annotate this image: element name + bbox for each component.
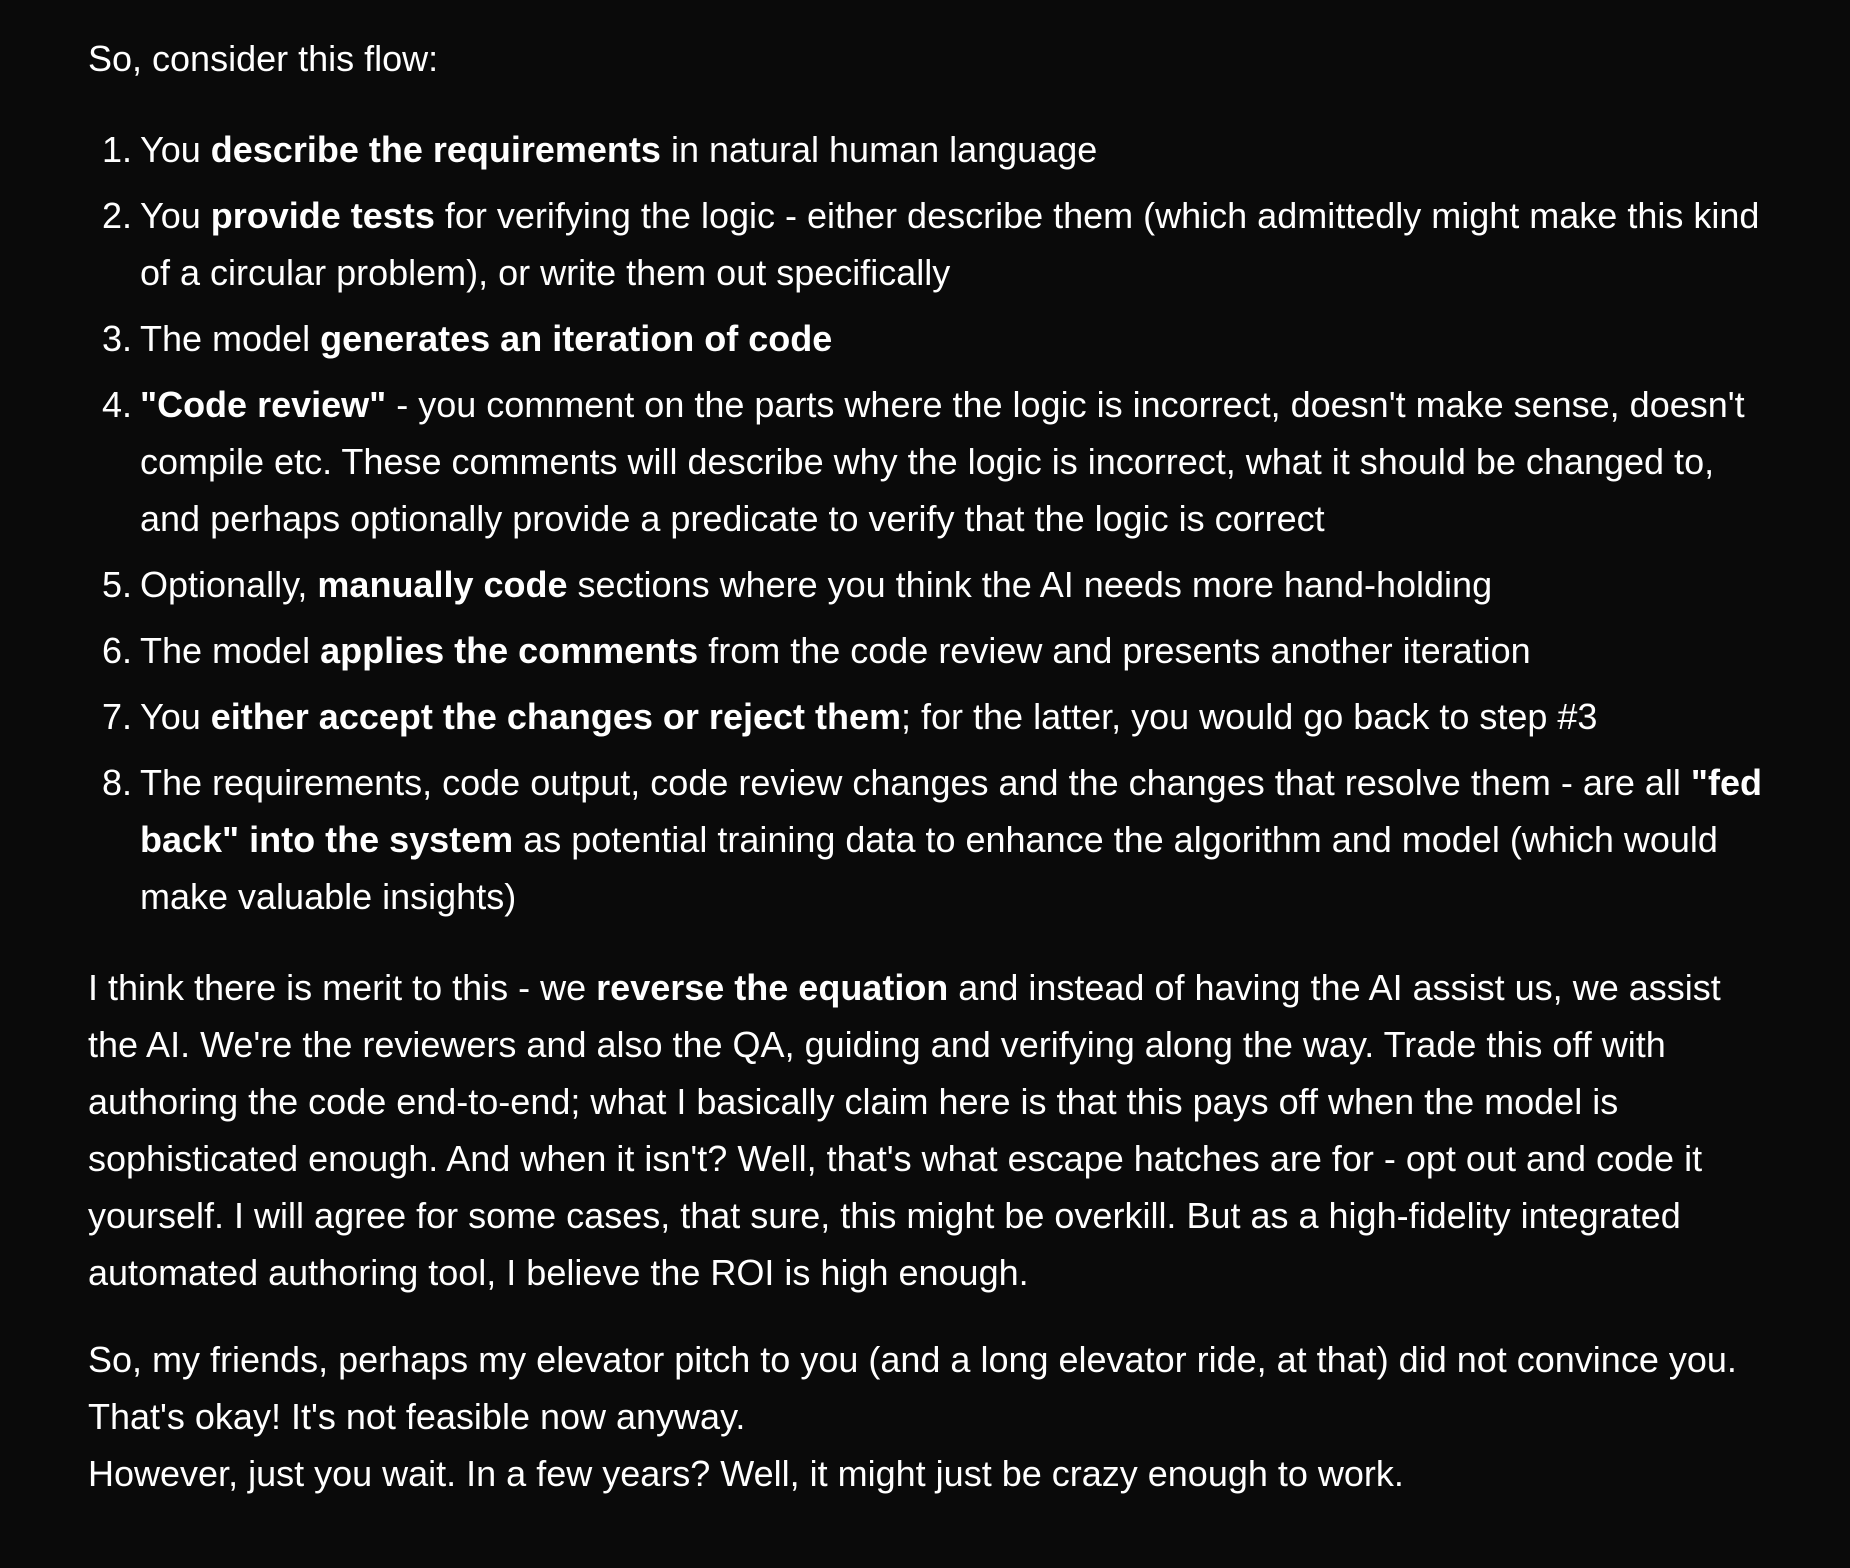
step-text: as potential training data to enhance the algorithm and model (which would make valuable insights) [140, 819, 1718, 917]
step-emphasis: either accept the changes or reject them [210, 696, 902, 737]
list-item-step-2 [88, 187, 1762, 301]
closing-line-3: However, just you wait. In a few years? Well, it might just be crazy enough to work. [88, 1453, 1404, 1494]
step-text: The model [140, 630, 321, 671]
list-item-step-8 [88, 754, 1762, 925]
list-item-step-6 [88, 622, 1762, 679]
closing-line-1: So, my friends, perhaps my elevator pitch to you (and a long elevator ride, at that) did not convince you. [88, 1339, 1737, 1380]
step-emphasis: describe the requirements [210, 129, 661, 170]
step-emphasis: generates an iteration of code [320, 318, 833, 359]
step-emphasis: "Code review" [140, 384, 387, 425]
step-text: The requirements, code output, code review changes and the changes that resolve them - are all [140, 762, 1691, 803]
flow-steps-list [88, 121, 1762, 925]
step-text: sections where you think the AI needs more hand-holding [567, 564, 1493, 605]
step-emphasis: applies the comments [320, 630, 699, 671]
merit-paragraph [88, 959, 1762, 1301]
list-item-step-3 [88, 310, 1762, 367]
step-text: ; for the latter, you would go back to step #3 [901, 696, 1598, 737]
step-emphasis: manually code [317, 564, 568, 605]
list-item-step-4 [88, 376, 1762, 547]
step-number: 3. [102, 318, 133, 359]
list-item-step-1 [88, 121, 1762, 178]
step-number: 1. [102, 129, 133, 170]
step-number: 7. [102, 696, 133, 737]
step-text: You [140, 696, 211, 737]
closing-line-2: That's okay! It's not feasible now anyway. [88, 1396, 746, 1437]
merit-text: I think there is merit to this - we [88, 967, 597, 1008]
step-emphasis: "fed back" into the system [140, 762, 1762, 860]
step-number: 4. [102, 384, 133, 425]
step-text: Optionally, [140, 564, 318, 605]
step-number: 8. [102, 762, 133, 803]
step-number: 5. [102, 564, 133, 605]
step-text: You [140, 129, 211, 170]
step-text: The model [140, 318, 321, 359]
step-text: for verifying the logic - either describe them (which admittedly might make this kind of a circular problem), or write them out specifically [140, 195, 1760, 293]
intro-text: So, consider this flow: [88, 38, 439, 79]
closing-paragraph [88, 1331, 1762, 1502]
step-text: from the code review and presents another iteration [698, 630, 1531, 671]
step-text: in natural human language [660, 129, 1098, 170]
step-text: - you comment on the parts where the logic is incorrect, doesn't make sense, doesn't compile etc. These comments will describe why the logic is incorrect, what it should be changed to, and perhaps optionally provide a predicate to verify that the logic is correct [140, 384, 1745, 539]
step-number: 6. [102, 630, 133, 671]
merit-text: and instead of having the AI assist us, we assist the AI. We're the reviewers and also the QA, guiding and verifying along the way. Trade this off with authoring the code end-to-end; what I basically claim here is that this pays off when the model is sophisticated enough. And when it isn't? Well, that's what escape hatches are for - opt out and code it yourself. I will agree for some cases, that sure, this might be overkill. But as a high-fidelity integrated automated authoring tool, I believe the ROI is high enough. [88, 967, 1721, 1293]
list-item-step-7 [88, 688, 1762, 745]
step-number: 2. [102, 195, 133, 236]
merit-emphasis: reverse the equation [596, 967, 949, 1008]
list-item-step-5 [88, 556, 1762, 613]
step-text: You [140, 195, 211, 236]
step-emphasis: provide tests [210, 195, 435, 236]
